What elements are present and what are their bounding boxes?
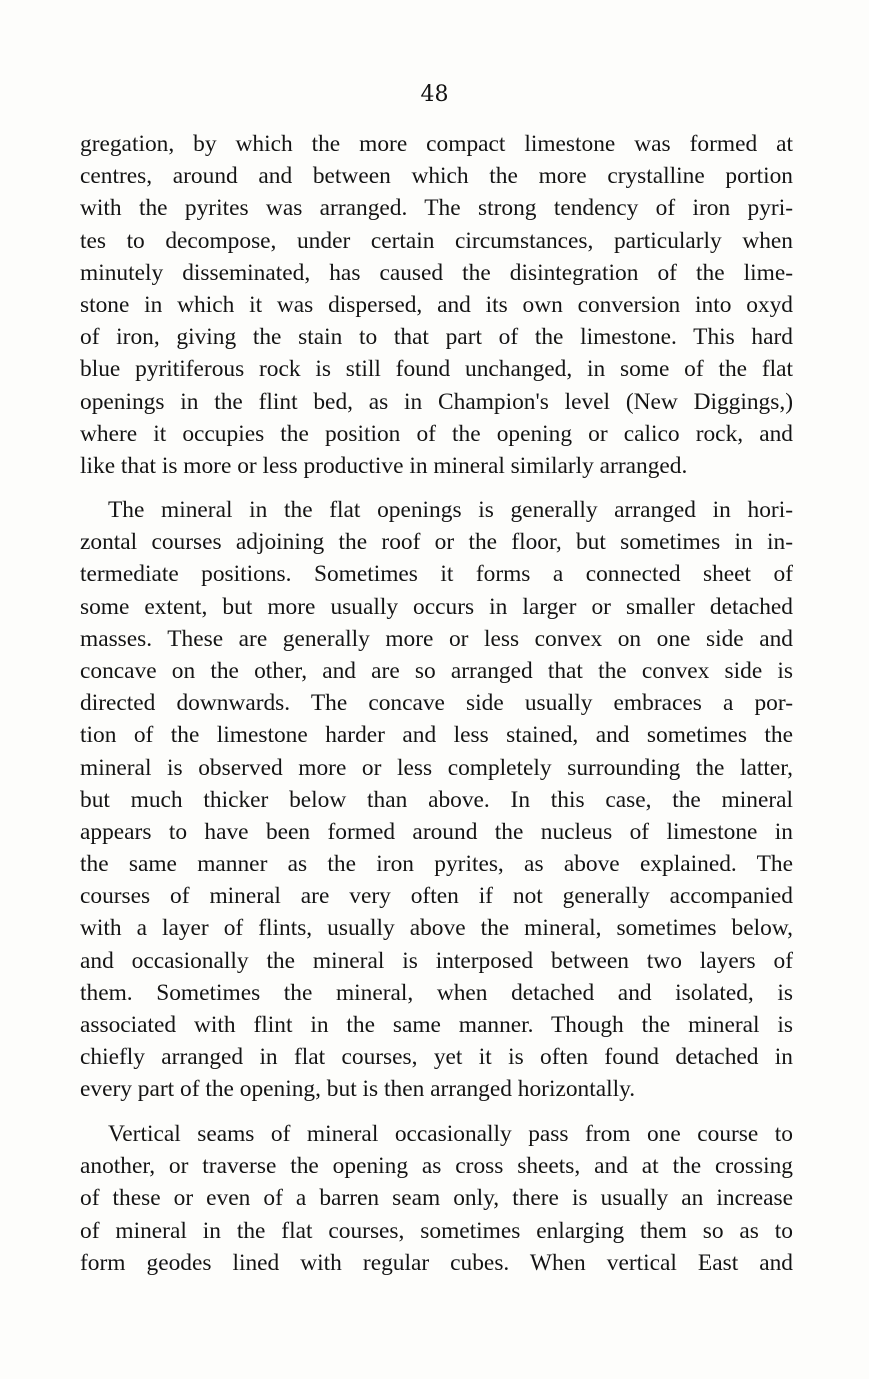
text-line: chiefly arranged in flat courses, yet it is often found detached in — [80, 1044, 793, 1071]
text-line: every part of the opening, but is then arranged horizontally. — [80, 1076, 636, 1103]
text-line: courses of mineral are very often if not generally accompanied — [80, 883, 793, 910]
text-line: appears to have been formed around the nucleus of limestone in — [80, 818, 793, 845]
text-line: blue pyritiferous rock is still found unchanged, in some of the flat — [80, 356, 793, 383]
text-line: minutely disseminated, has caused the disintegration of the lime- — [80, 259, 793, 286]
text-line: of mineral in the flat courses, sometimes enlarging them so as to — [80, 1217, 793, 1244]
text-line: with a layer of flints, usually above the mineral, sometimes below, — [80, 915, 793, 942]
text-line: of these or even of a barren seam only, there is usually an increase — [80, 1185, 793, 1212]
text-line: tion of the limestone harder and less stained, and sometimes the — [80, 722, 793, 749]
text-line: openings in the flint bed, as in Champion's level (New Diggings,) — [80, 388, 793, 415]
text-line: like that is more or less productive in mineral similarly arranged. — [80, 452, 688, 479]
text-line: but much thicker below than above. In this case, the mineral — [80, 786, 793, 813]
text-line: tes to decompose, under certain circumstances, particularly when — [80, 227, 793, 254]
text-line: centres, around and between which the more crystalline portion — [80, 163, 793, 190]
text-line: masses. These are generally more or less convex on one side and — [80, 625, 793, 652]
text-line: associated with flint in the same manner. Though the mineral is — [80, 1012, 793, 1038]
text-line: The mineral in the flat openings is generally arranged in hori- — [108, 497, 793, 523]
paragraph-2 — [80, 494, 793, 1106]
text-line: stone in which it was dispersed, and its own conversion into oxyd — [80, 291, 793, 318]
text-line: and occasionally the mineral is interposed between two layers of — [80, 947, 793, 974]
text-line: gregation, by which the more compact limestone was formed at — [80, 131, 793, 157]
text-line: form geodes lined with regular cubes. When vertical East and — [80, 1249, 793, 1276]
text-line: Vertical seams of mineral occasionally pass from one course to — [108, 1121, 793, 1147]
text-line: directed downwards. The concave side usually embraces a por- — [80, 690, 793, 717]
text-line: the same manner as the iron pyrites, as above explained. The — [80, 851, 793, 878]
text-line: another, or traverse the opening as cross sheets, and at the crossing — [80, 1153, 793, 1180]
text-line: with the pyrites was arranged. The strong tendency of iron pyri- — [80, 195, 793, 222]
text-line: some extent, but more usually occurs in larger or smaller detached — [80, 593, 793, 620]
text-line: where it occupies the position of the opening or calico rock, and — [80, 420, 793, 447]
text-line: termediate positions. Sometimes it forms a connected sheet of — [80, 561, 793, 588]
text-line: them. Sometimes the mineral, when detached and isolated, is — [80, 979, 793, 1006]
text-line: of iron, giving the stain to that part of the limestone. This hard — [80, 324, 793, 351]
text-line: zontal courses adjoining the roof or the floor, but sometimes in in- — [80, 529, 793, 556]
page-number: 48 — [420, 82, 449, 107]
text-line: mineral is observed more or less completely surrounding the latter, — [80, 754, 793, 781]
text-line: concave on the other, and are so arranged that the convex side is — [80, 657, 793, 684]
paragraph-3 — [80, 1118, 793, 1279]
paragraph-1 — [80, 128, 793, 482]
